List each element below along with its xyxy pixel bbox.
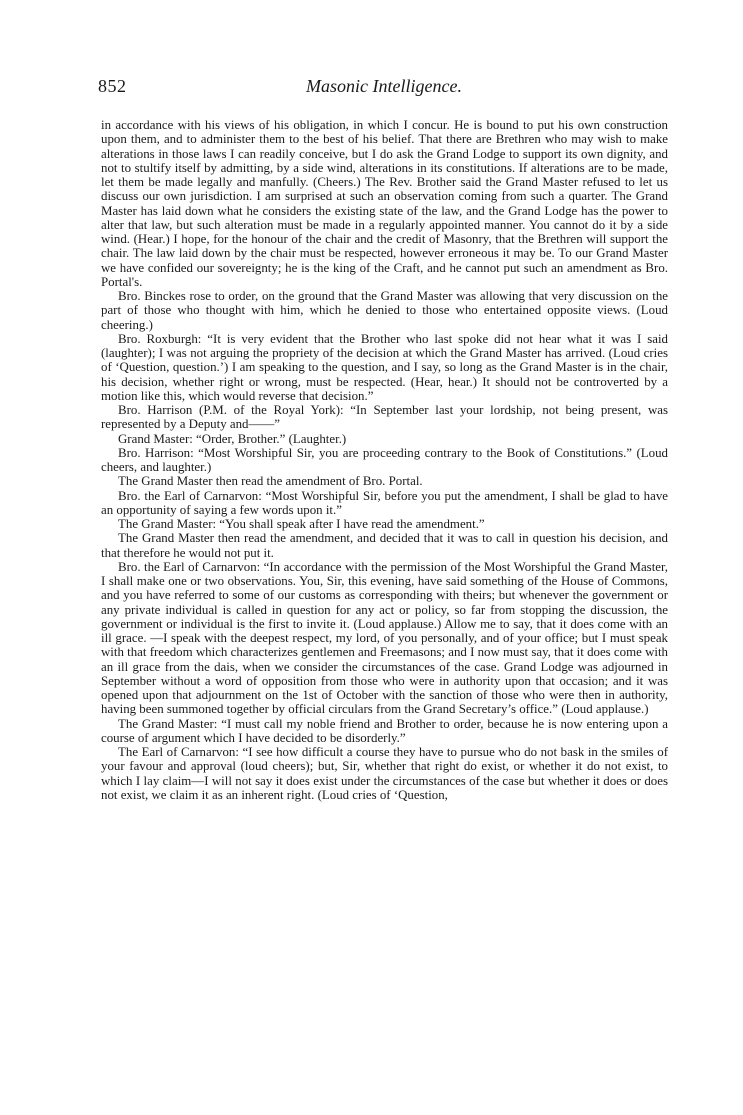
page-header xyxy=(98,76,670,102)
running-title: Masonic Intelligence. xyxy=(306,76,462,96)
article-body xyxy=(101,118,668,802)
paragraph: Bro. Binckes rose to order, on the ground that the Grand Master was allowing that very discussion on the part of those who thought with him, which he denied to those who entertained opposite views. (Loud cheering.) xyxy=(101,289,668,332)
paragraph: The Grand Master: “I must call my noble friend and Brother to order, because he is now entering upon a course of argument which I have decided to be disorderly.” xyxy=(101,716,668,745)
page-number: 852 xyxy=(98,76,127,96)
paragraph: Bro. Harrison (P.M. of the Royal York): “In September last your lordship, not being present, was represented by a Deputy and——” xyxy=(101,403,668,432)
paragraph: Bro. the Earl of Carnarvon: “Most Worshipful Sir, before you put the amendment, I shall be glad to have an opportunity of saying a few words upon it.” xyxy=(101,488,668,517)
paragraph: The Earl of Carnarvon: “I see how difficult a course they have to pursue who do not bask in the smiles of your favour and approval (loud cheers); but, Sir, whether that right do exist, or whether it do not exist, to which I lay claim—I will not say it does exist under the circumstances of the case but whether it does or does not exist, we claim it as an inherent right. (Loud cries of ‘Question, xyxy=(101,745,668,802)
paragraph: in accordance with his views of his obligation, in which I concur. He is bound to put his own construction upon them, and to administer them to the best of his belief. That there are Brethren who may wish to make alterations in those laws I can readily conceive, but I do ask the Grand Lodge to support its own dignity, and not to stultify itself by admitting, by a side wind, alterations in its constitutions. If alterations are to be made, let them be made legally and manfully. (Cheers.) The Rev. Brother said the Grand Master refused to let us discuss our own jurisdiction. I am surprised at such an observation coming from such a quarter. The Grand Master has laid down what he considers the existing state of the law, and the Grand Lodge has the power to alter that law, but such alteration must be made in a regularly appointed manner. You cannot do it by a side wind. (Hear.) I hope, for the honour of the chair and the credit of Masonry, that the Brethren will support the chair. The law laid down by the chair must be respected, however erroneous it may be. To our Grand Master we have confided our sovereignty; he is the king of the Craft, and he cannot put such an amendment as Bro. Portal's. xyxy=(101,118,668,289)
paragraph: Bro. Harrison: “Most Worshipful Sir, you are proceeding contrary to the Book of Constitutions.” (Loud cheers, and laughter.) xyxy=(101,445,668,474)
paragraph: The Grand Master: “You shall speak after I have read the amendment.” xyxy=(118,517,485,531)
paragraph: Bro. Roxburgh: “It is very evident that the Brother who last spoke did not hear what it was I said (laughter); I was not arguing the propriety of the decision at which the Grand Master has arrived. (Loud cries of ‘Question, question.’) I am speaking to the question, and I say, so long as the Grand Master is in the chair, his decision, whether right or wrong, must be respected. (Hear, hear.) It should not be controverted by a motion like this, which would reverse that decision.” xyxy=(101,331,668,403)
paragraph: Bro. the Earl of Carnarvon: “In accordance with the permission of the Most Worshipful the Grand Master, I shall make one or two observations. You, Sir, this evening, have said something of the House of Commons, and you have referred to some of our customs as corresponding with theirs; but whenever the government or any private individual is called in question for any act or policy, so far from stopping the discussion, the government or individual is the first to invite it. (Loud applause.) Allow me to say, that it does come with an ill grace. —I speak with the deepest respect, my lord, of you personally, and of your office; but I must speak with that freedom which characterizes gentlemen and Freemasons; and I now must say, that it does come with an ill grace from the dais, when we consider the circumstances of the case. Grand Lodge was adjourned in September without a word of opposition from those who were in authority upon that occasion; and it was opened upon that adjournment on the 1st of October with the sanction of those who were then in authority, having been summoned together by official circulars from the Grand Secretary’s office.” (Loud applause.) xyxy=(101,559,668,717)
paragraph: Grand Master: “Order, Brother.” (Laughter.) xyxy=(118,431,347,446)
paragraph: The Grand Master then read the amendment of Bro. Portal. xyxy=(118,474,423,489)
paragraph: The Grand Master then read the amendment, and decided that it was to call in question his decision, and that therefore he would not put it. xyxy=(101,531,668,560)
